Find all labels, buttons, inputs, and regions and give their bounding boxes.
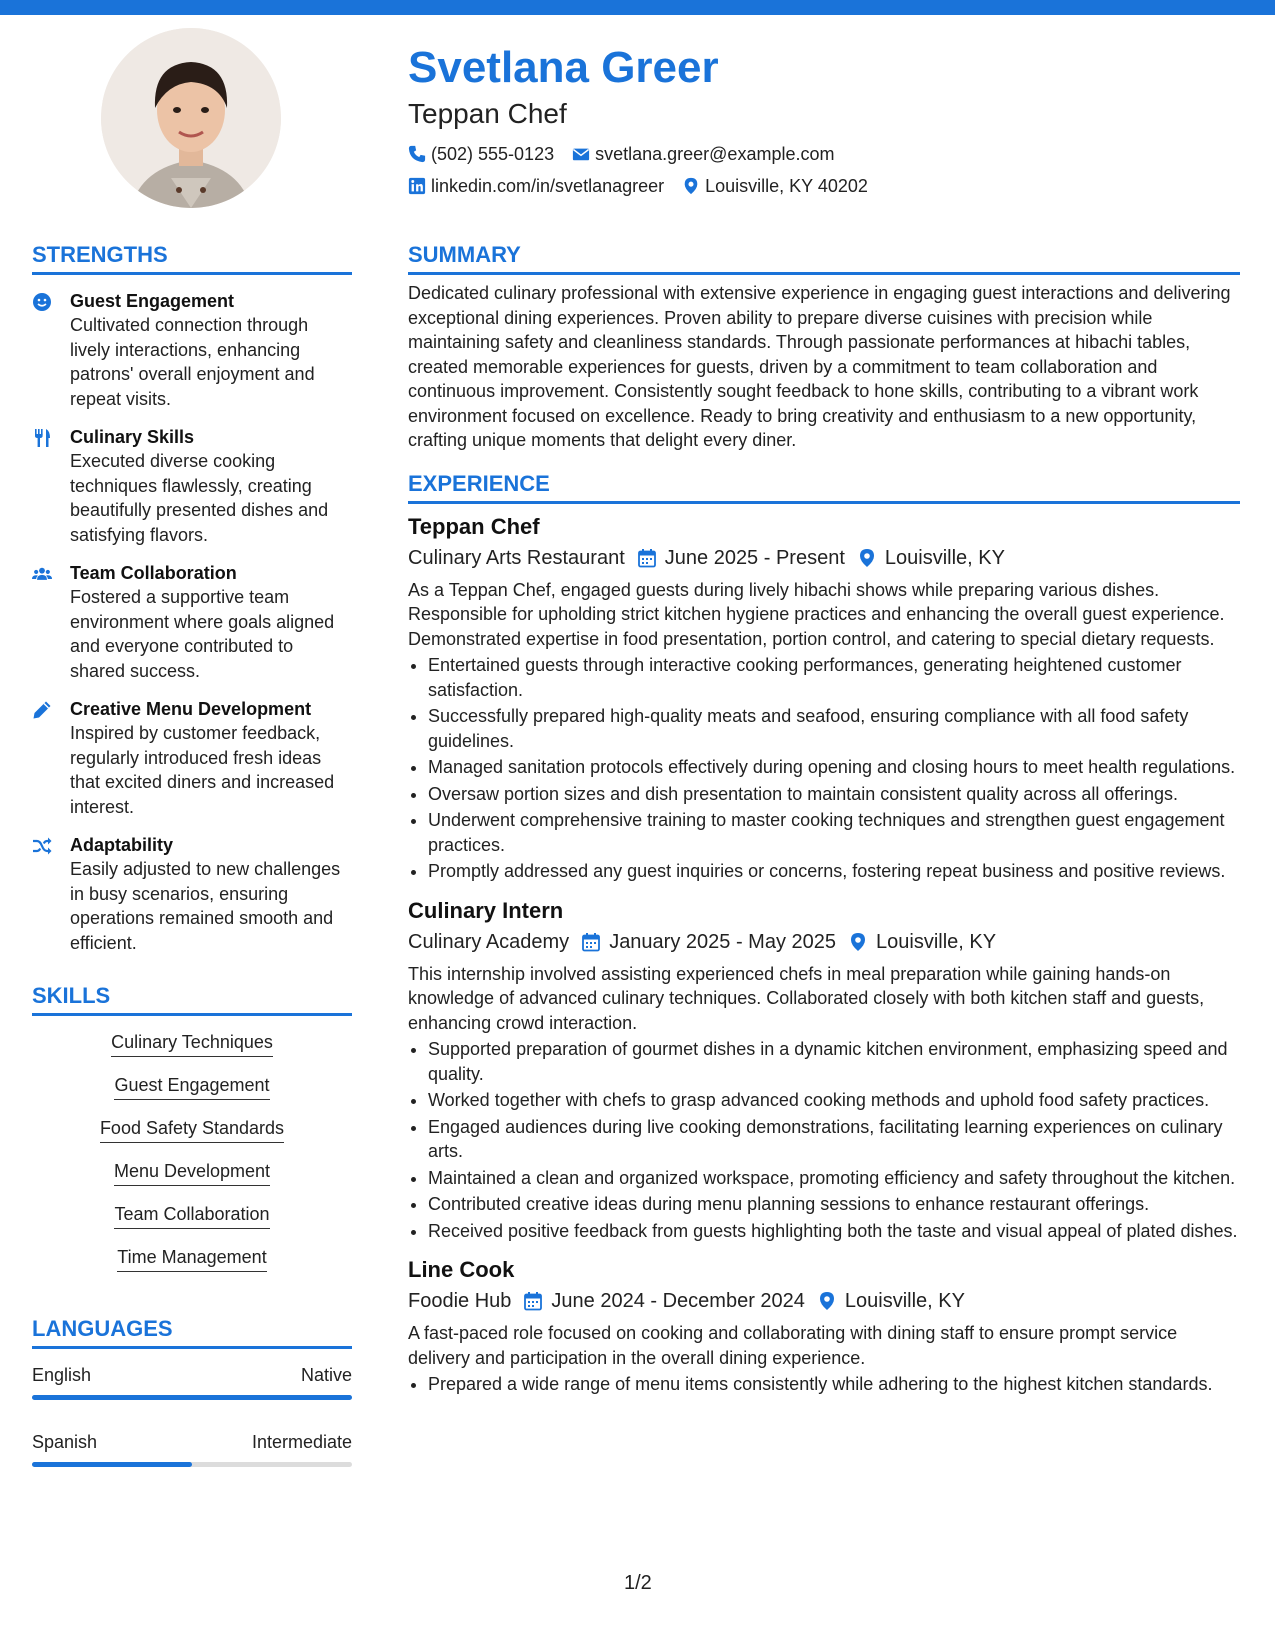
calendar-icon [637,548,657,568]
map-pin-icon [682,177,700,195]
job-bullet: • Managed sanitation protocols effectively during opening and closing hours to meet health regulations. [428,755,1240,780]
location-contact [682,174,868,198]
strength-desc: Easily adjusted to new challenges in busy scenarios, ensuring operations remained smooth and efficient. [70,859,341,953]
profile-photo [101,28,281,208]
map-pin-icon [848,932,868,952]
pencil-icon [32,700,52,720]
language-proficiency-fill [32,1395,352,1400]
location-text: Louisville, KY 40202 [705,176,868,196]
strength-item [32,425,352,547]
map-pin-icon [857,548,877,568]
job-bullet: • Worked together with chefs to grasp advanced cooking methods and uphold food safety practices. [428,1088,1240,1113]
job-bullet: • Underwent comprehensive training to master cooking techniques and strengthen guest engagement practices. [428,808,1240,857]
strengths-heading: STRENGTHS [32,240,352,275]
job-entry [408,1255,1240,1397]
linkedin-contact[interactable] [408,174,664,198]
strength-title: Culinary Skills [70,427,195,447]
strength-item [32,833,352,955]
job-title: Culinary Intern [408,897,564,923]
job-bullet: • Contributed creative ideas during menu planning sessions to enhance restaurant offerings. [428,1192,1240,1217]
map-pin-icon [817,1291,837,1311]
strength-title: Adaptability [70,835,174,855]
job-description: A fast-paced role focused on cooking and collaborating with dining staff to ensure prompt service delivery and participation in the overall dining experience. [408,1323,1178,1368]
language-name: English [32,1365,92,1385]
languages-list [32,1363,352,1467]
strength-desc: Fostered a supportive team environment where goals aligned and everyone contributed to shared success. [70,587,335,681]
strength-title: Creative Menu Development [70,699,312,719]
job-bullet: • Promptly addressed any guest inquiries or concerns, fostering repeat business and positive reviews. [428,859,1240,884]
envelope-icon [572,145,590,163]
contact-row-1 [408,142,1228,166]
job-dates: June 2024 - December 2024 [551,1290,805,1312]
phone-contact[interactable] [408,142,554,166]
chef-portrait-image [101,28,281,208]
job-location: Louisville, KY [876,930,997,953]
strength-desc: Cultivated connection through lively interactions, enhancing patrons' overall enjoyment and repeat visits. [70,315,315,409]
job-bullets [408,653,1240,884]
linkedin-text: linkedin.com/in/svetlanagreer [431,176,665,196]
job-meta [408,928,1240,956]
summary-heading: SUMMARY [408,240,1240,275]
job-description: As a Teppan Chef, engaged guests during lively hibachi shows while preparing various dishes. Responsible for upholding strict kitchen hygiene practices and enhancing the overall guest experience. Demonstrated expertise in food presentation, portion control, and catering to special dietary requests. [408,579,1225,649]
job-dates: January 2025 - May 2025 [609,930,836,953]
email-text: svetlana.greer@example.com [595,144,835,164]
accent-top-bar [0,0,1275,15]
skill-item: Menu Development [114,1159,270,1186]
job-bullet: • Prepared a wide range of menu items consistently while adhering to the highest kitchen standards. [428,1372,1240,1397]
job-meta [408,544,1240,572]
phone-icon [408,145,426,163]
utensils-icon [32,428,52,448]
job-location: Louisville, KY [884,546,1005,569]
skill-item: Guest Engagement [114,1073,269,1100]
job-entry [408,896,1240,1244]
skill-item: Time Management [117,1245,266,1272]
language-proficiency-bar [32,1395,352,1400]
calendar-icon [523,1291,543,1311]
email-contact[interactable] [572,142,834,166]
job-bullet: • Engaged audiences during live cooking demonstrations, facilitating learning experiences on culinary arts. [428,1115,1240,1164]
resume-header [408,40,1228,198]
strength-item [32,697,352,819]
job-company: Culinary Arts Restaurant [408,546,625,569]
phone-text: (502) 555-0123 [431,144,555,164]
job-location: Louisville, KY [844,1290,965,1312]
candidate-name: Svetlana Greer [408,43,719,92]
shuffle-icon [32,836,52,856]
job-title: Teppan Chef [408,513,540,539]
job-bullet: • Maintained a clean and organized workspace, promoting efficiency and safety throughout the kitchen. [428,1166,1240,1191]
job-company: Culinary Academy [408,930,570,953]
job-title: Line Cook [408,1257,515,1282]
skills-list [32,1030,352,1288]
language-name: Spanish [32,1432,98,1452]
skill-item: Team Collaboration [114,1202,269,1229]
users-icon [32,564,52,584]
job-bullet: • Received positive feedback from guests highlighting both the taste and visual appeal of plated dishes. [428,1219,1240,1244]
skill-item: Culinary Techniques [111,1030,273,1057]
experience-heading: EXPERIENCE [408,469,1240,504]
job-meta [408,1287,1240,1315]
contact-row-2 [408,174,1228,198]
calendar-icon [581,932,601,952]
skills-heading: SKILLS [32,981,352,1016]
smile-icon [32,292,52,312]
strength-item [32,561,352,683]
summary-text: Dedicated culinary professional with extensive experience in engaging guest interactions and delivering exceptional dining experiences. Proven ability to prepare diverse cuisines with precision while maintaining safety and cleanliness standards. Through passionate performances at hibachi tables, created memorable experiences for guests, driven by a commitment to team collaboration and continuous improvement. Consistently sought feedback to hone skills, contributing to a vibrant work environment focused on excellence. Ready to bring creativity and enthusiasm to a new opportunity, crafting unique moments that delight every diner. [408,283,1231,450]
candidate-title: Teppan Chef [408,98,567,129]
strength-desc: Inspired by customer feedback, regularly introduced fresh ideas that excited diners and increased interest. [70,723,335,817]
strength-desc: Executed diverse cooking techniques flawlessly, creating beautifully presented dishes and satisfying flavors. [70,451,329,545]
strength-item [32,289,352,411]
linkedin-icon [408,177,426,195]
job-bullets [408,1372,1240,1397]
language-level: Intermediate [251,1432,352,1452]
strength-title: Guest Engagement [70,291,235,311]
language-level: Native [300,1365,352,1385]
language-proficiency-bar [32,1462,352,1467]
job-description: This internship involved assisting experienced chefs in meal preparation while gaining hands-on knowledge of advanced culinary techniques. Collaborated closely with both kitchen staff and guests, enhancing crowd interaction. [408,963,1205,1033]
language-proficiency-fill [32,1462,192,1467]
language-row [32,1430,352,1454]
job-entry [408,512,1240,884]
job-company: Foodie Hub [408,1290,512,1312]
page-number: 1/2 [624,1572,652,1594]
job-bullets [408,1037,1240,1243]
language-row [32,1363,352,1387]
job-bullet: • Supported preparation of gourmet dishes in a dynamic kitchen environment, emphasizing speed and quality. [428,1037,1240,1086]
strength-title: Team Collaboration [70,563,237,583]
job-dates: June 2025 - Present [664,546,845,569]
job-bullet: • Entertained guests through interactive cooking performances, generating heightened customer satisfaction. [428,653,1240,702]
languages-heading: LANGUAGES [32,1314,352,1349]
job-bullet: • Successfully prepared high-quality meats and seafood, ensuring compliance with all food safety guidelines. [428,704,1240,753]
right-column [408,240,1240,1399]
skill-item: Food Safety Standards [100,1116,284,1143]
job-bullet: • Oversaw portion sizes and dish presentation to maintain consistent quality across all offerings. [428,782,1240,807]
left-column [32,240,352,1497]
